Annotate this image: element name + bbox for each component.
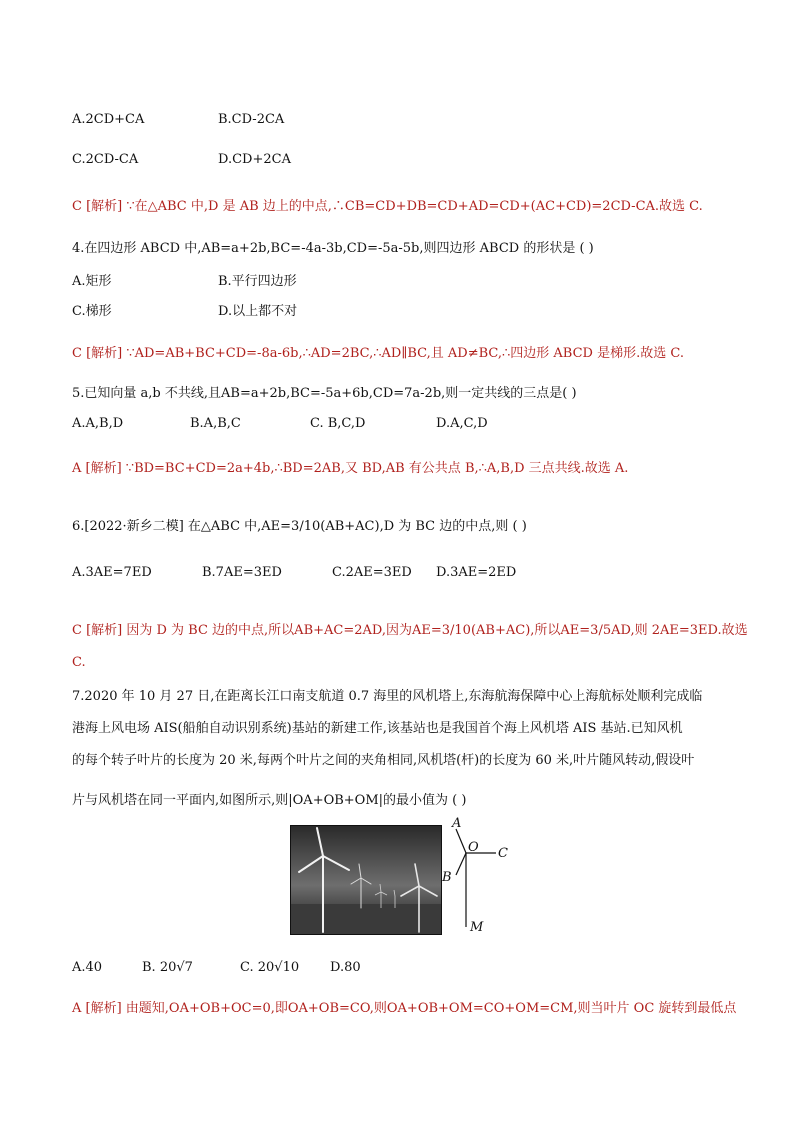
q3-option-a: A.2CD+CA (72, 112, 145, 127)
q5-option-b: B.A,B,C (190, 416, 241, 431)
q3-analysis: C [解析] ∵在△ABC 中,D 是 AB 边上的中点,∴CB=CD+DB=CD+AD=CD+(AC+CD)=2CD-CA.故选 C. (72, 199, 703, 214)
q3-option-b: B.CD-2CA (218, 112, 285, 127)
q7-analysis: A [解析] 由题知,OA+OB+OC=0,即OA+OB=CO,则OA+OB+OM=CO+OM=CM,则当叶片 OC 旋转到最低点 (72, 1001, 737, 1016)
q7-option-d: D.80 (330, 960, 361, 975)
q5-option-a: A.A,B,D (72, 416, 124, 431)
q4-analysis: C [解析] ∵AD=AB+BC+CD=-8a-6b,∴AD=2BC,∴AD∥BC,且 AD≠BC,∴四边形 ABCD 是梯形.故选 C. (72, 346, 684, 361)
q7-line1: 7.2020 年 10 月 27 日,在距离长江口南支航道 0.7 海里的风机塔上,东海航海保障中心上海航标处顺利完成临 (72, 689, 703, 704)
q3-option-c: C.2CD-CA (72, 152, 139, 167)
q5-stem: 5.已知向量 a,b 不共线,且AB=a+2b,BC=-5a+6b,CD=7a-2b,则一定共线的三点是( ) (72, 386, 577, 401)
q3-option-d: D.CD+2CA (218, 152, 291, 167)
q6-option-a: A.3AE=7ED (72, 565, 152, 580)
q7-line3: 的每个转子叶片的长度为 20 米,每两个叶片之间的夹角相同,风机塔(杆)的长度为 60 米,叶片随风转动,假设叶 (72, 753, 695, 768)
q4-stem: 4.在四边形 ABCD 中,AB=a+2b,BC=-4a-3b,CD=-5a-5b,则四边形 ABCD 的形状是 ( ) (72, 241, 594, 256)
q5-option-d: D.A,C,D (436, 416, 488, 431)
q4-option-b: B.平行四边形 (218, 274, 297, 289)
q4-option-d: D.以上都不对 (218, 304, 298, 319)
blade-diagram (440, 815, 520, 935)
label-m: M (470, 920, 484, 935)
q6-analysis-line1: C [解析] 因为 D 为 BC 边的中点,所以AB+AC=2AD,因为AE=3/10(AB+AC),所以AE=3/5AD,则 2AE=3ED.故选 (72, 623, 748, 638)
q7-option-b: B. 20√7 (142, 960, 193, 975)
q6-option-c: C.2AE=3ED (332, 565, 412, 580)
q6-option-d: D.3AE=2ED (436, 565, 517, 580)
label-o: O (468, 840, 479, 855)
label-c: C (498, 846, 508, 861)
q7-line2: 港海上风电场 AIS(船舶自动识别系统)基站的新建工作,该基站也是我国首个海上风机塔 AIS 基站.已知风机 (72, 721, 683, 736)
label-a: A (452, 816, 462, 831)
q4-option-a: A.矩形 (72, 274, 112, 289)
q6-stem: 6.[2022·新乡二模] 在△ABC 中,AE=3/10(AB+AC),D 为 BC 边的中点,则 ( ) (72, 519, 527, 534)
wind-turbine-photo (290, 825, 442, 935)
q7-option-a: A.40 (72, 960, 103, 975)
q4-option-c: C.梯形 (72, 304, 112, 319)
q7-line4: 片与风机塔在同一平面内,如图所示,则|OA+OB+OM|的最小值为 ( ) (72, 793, 467, 808)
q5-analysis: A [解析] ∵BD=BC+CD=2a+4b,∴BD=2AB,又 BD,AB 有公共点 B,∴A,B,D 三点共线.故选 A. (72, 461, 629, 476)
q6-analysis-line2: C. (72, 655, 86, 670)
q6-option-b: B.7AE=3ED (202, 565, 282, 580)
q5-option-c: C. B,C,D (310, 416, 366, 431)
q7-option-c: C. 20√10 (240, 960, 300, 975)
label-b: B (442, 870, 452, 885)
